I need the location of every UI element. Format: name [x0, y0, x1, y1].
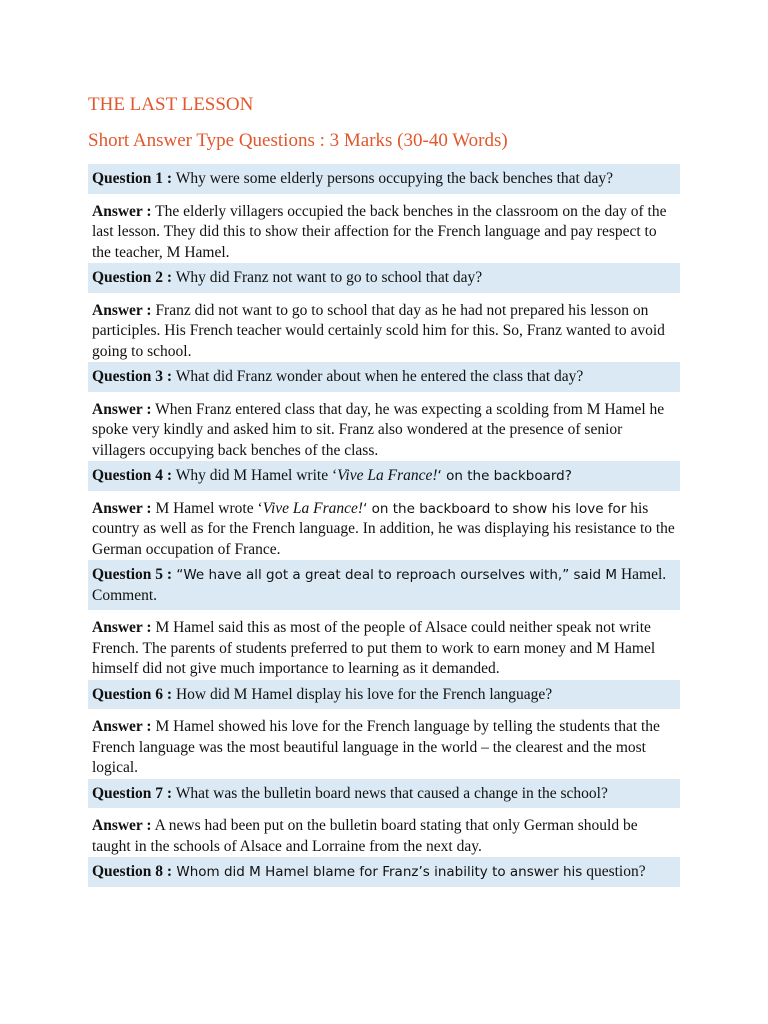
- question-text: What was the bulletin board news that caused a change in the school?: [172, 784, 608, 802]
- answer-emphasis: Vive La France!: [262, 499, 364, 517]
- question-label: Question 5 :: [92, 566, 173, 583]
- answer-text: When Franz entered class that day, he was expecting a scolding from M Hamel he spoke very kindly and asked him to sit. Franz also wondered at the presence of senior villagers occupying back benches of the class.: [92, 400, 665, 459]
- question-3: [88, 362, 680, 392]
- question-text: Why did Franz not want to go to school that day?: [172, 269, 483, 286]
- question-5: [88, 560, 680, 610]
- answer-label: Answer :: [92, 202, 152, 220]
- question-text-tail: ‘ on the backboard?: [437, 468, 572, 484]
- question-label: Question 4 :: [92, 467, 173, 484]
- answer-label: Answer :: [92, 499, 152, 517]
- answer-3: [88, 392, 680, 462]
- answer-label: Answer :: [92, 301, 152, 319]
- question-label: Question 1 :: [92, 170, 173, 187]
- answer-text-mid: ‘ on the backboard to show his love for: [363, 500, 627, 517]
- answer-label: Answer :: [92, 817, 152, 834]
- answer-4: [88, 491, 680, 561]
- question-1: [88, 164, 680, 194]
- qa-list: [88, 164, 680, 887]
- document-title: THE LAST LESSON: [88, 94, 254, 115]
- question-text: How did M Hamel display his love for the French language?: [172, 685, 553, 703]
- answer-text-tail: his country as well as for the French language. In addition, he was displaying his resistance to the German occupation of France.: [92, 499, 675, 558]
- answer-1: [88, 194, 680, 264]
- question-label: Question 3 :: [92, 368, 173, 385]
- answer-label: Answer :: [92, 619, 152, 636]
- answer-text: Franz did not want to go to school that day as he had not prepared his lesson on participles. His French teacher would certainly scold him for this. So, Franz wanted to avoid going to school.: [92, 301, 665, 360]
- question-2: [88, 263, 680, 293]
- answer-text: M Hamel showed his love for the French language by telling the students that the French language was the most beautiful language in the world – the clearest and the most logical.: [92, 718, 660, 776]
- question-6: [88, 680, 680, 710]
- answer-text: A news had been put on the bulletin board stating that only German should be taught in the schools of Alsace and Lorraine from the next day.: [92, 817, 638, 855]
- question-quote: “We have all got a great deal to reproach ourselves with,” said M: [172, 567, 618, 583]
- question-4: [88, 461, 680, 491]
- document-subtitle: Short Answer Type Questions : 3 Marks (30-40 Words): [88, 130, 508, 151]
- question-label: Question 6 :: [92, 685, 173, 703]
- document-page: [88, 92, 680, 887]
- answer-label: Answer :: [92, 400, 152, 418]
- answer-2: [88, 293, 680, 363]
- question-text: Whom did M Hamel blame for Franz’s inability to answer his: [172, 864, 583, 880]
- answer-6: [88, 709, 680, 779]
- question-label: Question 2 :: [92, 269, 173, 286]
- answer-7: [88, 808, 680, 857]
- question-text: What did Franz wonder about when he entered the class that day?: [172, 368, 584, 385]
- answer-text: The elderly villagers occupied the back benches in the classroom on the day of the last lesson. They did this to show their affection for the French language and pay respect to the teacher, M Hamel.: [92, 202, 667, 261]
- answer-label: Answer :: [92, 718, 152, 735]
- answer-5: [88, 610, 680, 680]
- question-text: Hamel. Comment.: [92, 566, 667, 604]
- question-8: [88, 857, 680, 887]
- question-label: Question 8 :: [92, 863, 173, 880]
- question-text-tail: question?: [582, 863, 646, 880]
- question-text: Why did M Hamel write ‘: [172, 467, 338, 484]
- question-7: [88, 779, 680, 809]
- answer-text: M Hamel said this as most of the people of Alsace could neither speak not write French. The parents of students preferred to put them to work to earn money and M Hamel himself did not give much importance to learning as it demanded.: [92, 619, 656, 677]
- question-text: Why were some elderly persons occupying the back benches that day?: [172, 170, 613, 187]
- question-emphasis: Vive La France!: [337, 467, 438, 484]
- question-label: Question 7 :: [92, 784, 173, 802]
- answer-text: M Hamel wrote ‘: [151, 499, 263, 517]
